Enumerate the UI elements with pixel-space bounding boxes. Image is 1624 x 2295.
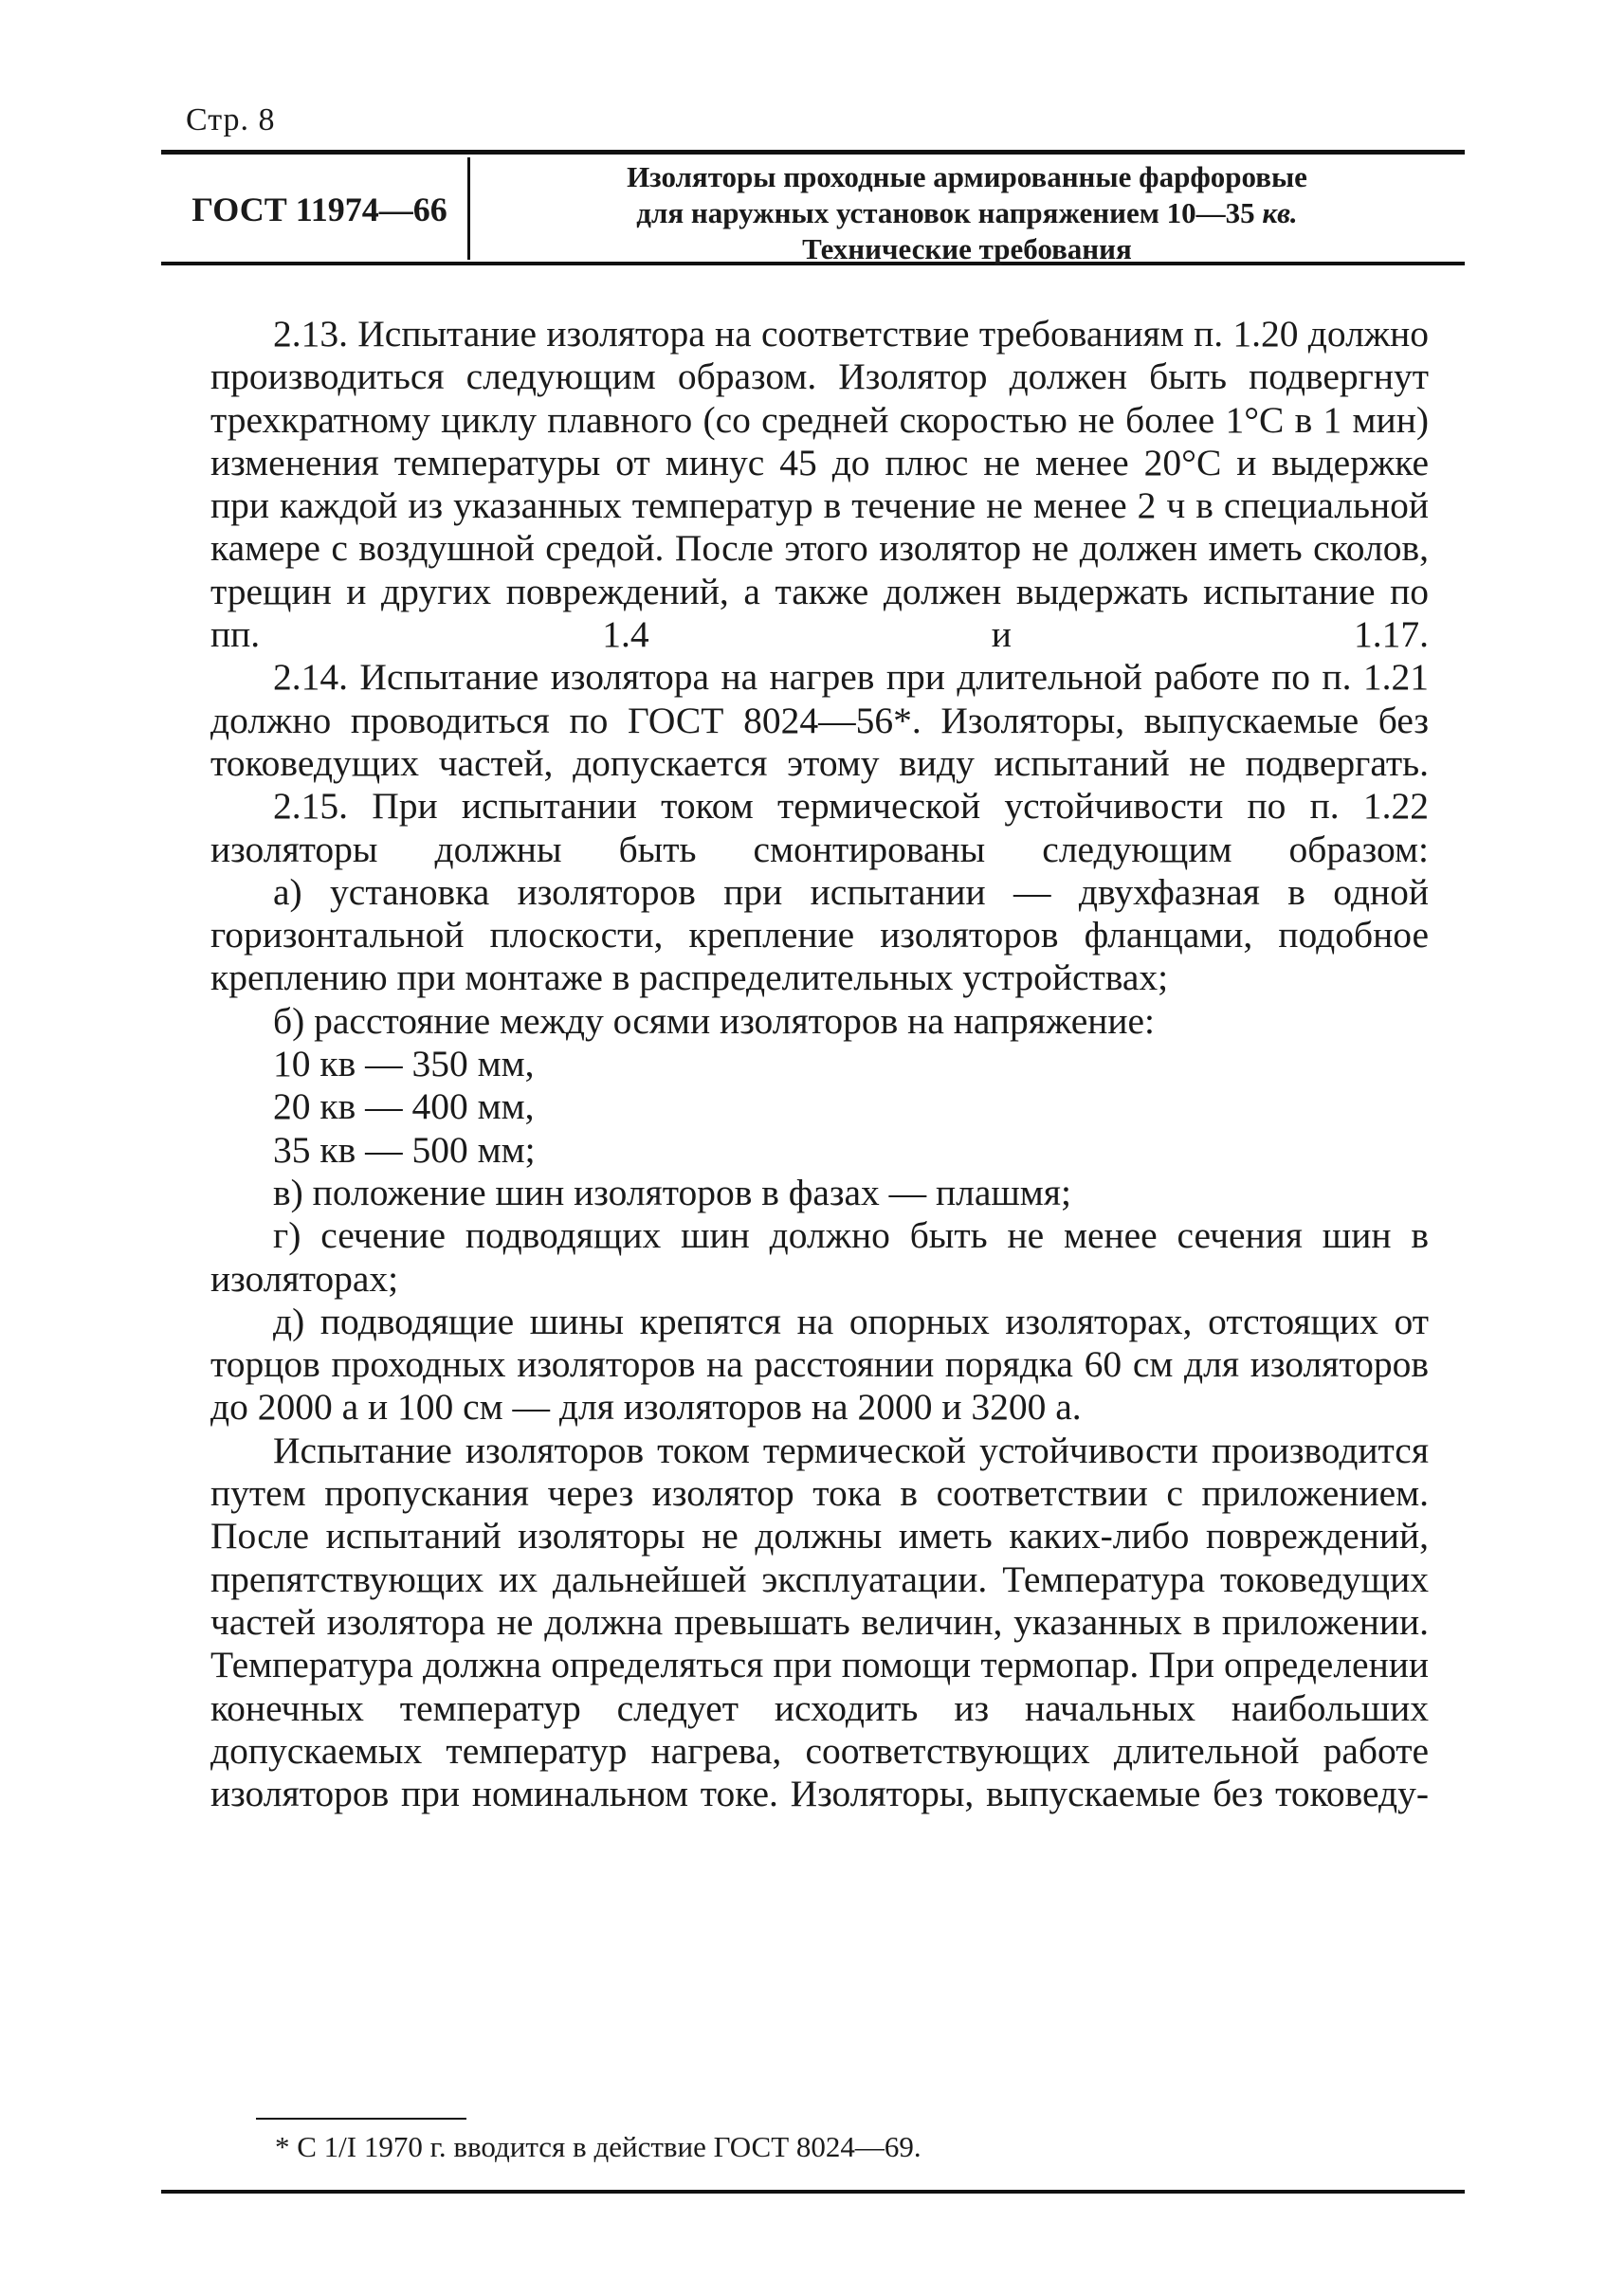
list-item-d: д) подводящие шины крепятся на опорных изоляторах, отстоящих от торцов проходных изоляторов на расстоянии порядка 60 см для изоляторов до 2000 а и 100 см — для изоляторов на 2000 и 3200 а. [210,1300,1429,1429]
list-item-v: в) положение шин изоляторов в фазах — плашмя; [273,1171,1071,1213]
standard-code: ГОСТ 11974—66 [192,191,447,228]
list-item-a: а) установка изоляторов при испытании — двухфазная в одной горизонтальной плоскости, крепление изоляторов фланцами, подобное креплению при монтаже в распределительных устройствах; [210,870,1429,999]
header-divider [467,157,470,260]
page-bottom-rule [161,2190,1465,2194]
closing-paragraph: Испытание изоляторов током термической устойчивости производится путем пропускания через изолятор тока в соответствии с приложением. После испытаний изоляторы не должны иметь каких-либо повреждений, препятствующих их дальнейшей эксплуатации. Температура токоведущих частей изолятора не должна превышать величин, указанных в приложении. Температура должна определяться при помощи термопар. При определении конечных температур следует исходить из начальных наибольших допускаемых температур нагрева, соответствующих длительной работе изоляторов при номинальном токе. Изоляторы, выпускаемые без токоведу- [210,1429,1429,1815]
header-top-rule [161,150,1465,155]
section-2-14: 2.14. Испытание изолятора на нагрев при длительной работе по п. 1.21 должно проводиться по ГОСТ 8024—56*. Изоляторы, выпускаемые без токоведущих частей, допускается этому виду испытаний не подвергать. [210,656,1429,784]
section-2-13: 2.13. Испытание изолятора на соответствие требованиям п. 1.20 должно производиться следующим образом. Изолятор должен быть подвергнут трехкратному циклу плавного (со средней скоростью не более 1°C в 1 мин) изменения температуры от минус 45 до плюс не менее 20°C и выдержке при каждой из указанных температур в течение не менее 2 ч в специальной камере с воздушной средой. После этого изолятор не должен иметь сколов, трещин и других повреждений, а также должен выдержать испытание по пп. 1.4 и 1.17. [210,313,1429,656]
title-line-2 [474,195,1460,231]
list-item-b: б) расстояние между осями изоляторов на напряжение: [273,999,1156,1042]
title-line-1: Изоляторы проходные армированные фарфоровые [627,160,1307,193]
section-2-15: 2.15. При испытании током термической устойчивости по п. 1.22 изоляторы должны быть смонтированы следующим образом: [210,785,1429,870]
title-line-2-text: для наружных установок напряжением 10—35 [636,196,1263,229]
distance-10kv: 10 кв — 350 мм, [273,1043,535,1085]
document-title [474,159,1460,267]
document-body [210,313,1429,1815]
distance-35kv: 35 кв — 500 мм; [273,1128,536,1171]
distance-20kv: 20 кв — 400 мм, [273,1085,535,1128]
footnote: * С 1/I 1970 г. вводится в действие ГОСТ 8024—69. [275,2130,921,2163]
page-number: Стр. 8 [186,102,276,137]
list-item-g: г) сечение подводящих шин должно быть не менее сечения шин в изоляторах; [210,1214,1429,1300]
title-line-2-unit: кв. [1262,196,1298,229]
title-line-3: Технические требования [802,232,1132,265]
footnote-rule [256,2118,466,2120]
